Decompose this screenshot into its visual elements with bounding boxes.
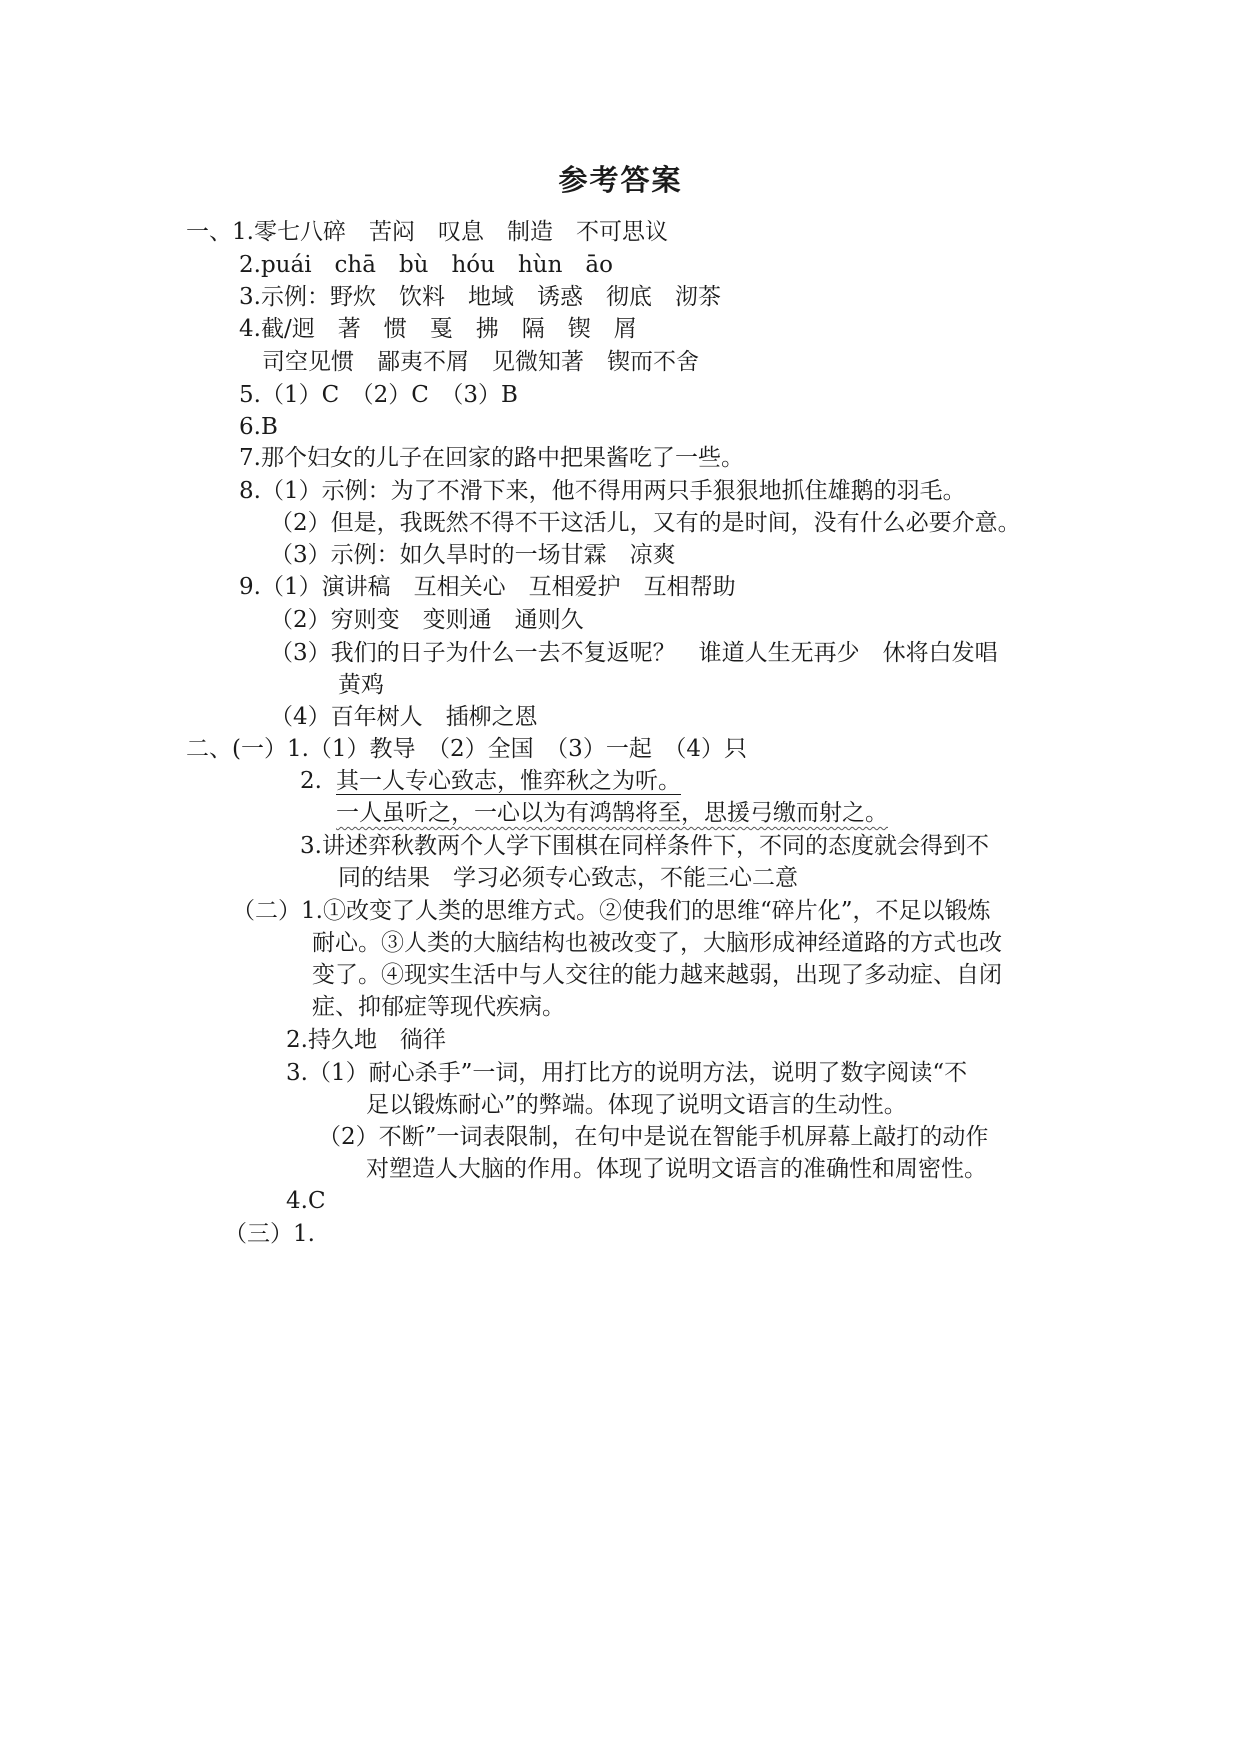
answer-line: 5.（1）C （2）C （3）B <box>239 382 518 408</box>
answer-line: 2.puái chā bù hóu hùn āo <box>239 252 613 278</box>
answer-line: 二、(一）1.（1）教导 （2）全国 （3）一起 （4）只 <box>186 736 747 762</box>
answer-line: 变了。④现实生活中与人交往的能力越来越弱，出现了多动症、自闭 <box>312 962 1002 988</box>
answer-line: （三）1. <box>224 1221 315 1247</box>
page-title: 参考答案 <box>558 163 683 197</box>
answer-line: 8.（1）示例：为了不滑下来，他不得用两只手狠狠地抓住雄鹅的羽毛。 <box>239 478 966 504</box>
answer-line: 2.持久地 徜徉 <box>286 1027 446 1053</box>
answer-line: 司空见惯 鄙夷不屑 见微知著 锲而不舍 <box>262 349 699 375</box>
answer-line: （4）百年树人 插柳之恩 <box>270 704 538 730</box>
answer-line-underlined: 其一人专心致志，惟弈秋之为听。 <box>336 768 681 794</box>
answer-line: 黄鸡 <box>338 672 384 698</box>
answer-line: 症、抑郁症等现代疾病。 <box>312 994 565 1020</box>
answer-line: （2）不断”一词表限制，在句中是说在智能手机屏幕上敲打的动作 <box>318 1124 989 1150</box>
answer-line: （3）我们的日子为什么一去不复返呢？ 谁道人生无再少 休将白发唱 <box>270 640 998 666</box>
answer-line: 同的结果 学习必须专心致志，不能三心二意 <box>338 865 798 891</box>
answer-line: 3.（1）耐心杀手”一词，用打比方的说明方法，说明了数字阅读“不 <box>286 1060 968 1086</box>
answer-line: 耐心。③人类的大脑结构也被改变了，大脑形成神经道路的方式也改 <box>312 930 1002 956</box>
answer-line: （2）但是，我既然不得不干这活儿，又有的是时间，没有什么必要介意。 <box>270 510 1021 536</box>
answer-line: 3.示例：野炊 饮料 地域 诱惑 彻底 沏茶 <box>239 284 721 310</box>
answer-line: 足以锻炼耐心”的弊端。体现了说明文语言的生动性。 <box>366 1092 907 1118</box>
answer-line: （二）1.①改变了人类的思维方式。②使我们的思维“碎片化”，不足以锻炼 <box>232 898 991 924</box>
answer-line: 4.截/迥 著 惯 戛 拂 隔 锲 屑 <box>239 316 637 342</box>
answer-line: 6.B <box>239 414 278 440</box>
answer-line: 7.那个妇女的儿子在回家的路中把果酱吃了一些。 <box>239 445 744 471</box>
answer-line: 一、1.零七八碎 苦闷 叹息 制造 不可思议 <box>186 219 668 245</box>
answer-line: （2）穷则变 变则通 通则久 <box>270 607 584 633</box>
answer-line-wavy-underlined: 一人虽听之，一心以为有鸿鹄将至，思援弓缴而射之。 <box>336 800 888 826</box>
answer-line: 9.（1）演讲稿 互相关心 互相爱护 互相帮助 <box>239 574 736 600</box>
answer-line: 2. <box>300 768 322 794</box>
answer-line: 3.讲述弈秋教两个人学下围棋在同样条件下，不同的态度就会得到不 <box>300 833 989 859</box>
answer-line: 4.C <box>286 1188 326 1214</box>
answer-line: （3）示例：如久旱时的一场甘霖 凉爽 <box>270 542 676 568</box>
answer-line: 对塑造人大脑的作用。体现了说明文语言的准确性和周密性。 <box>366 1156 987 1182</box>
